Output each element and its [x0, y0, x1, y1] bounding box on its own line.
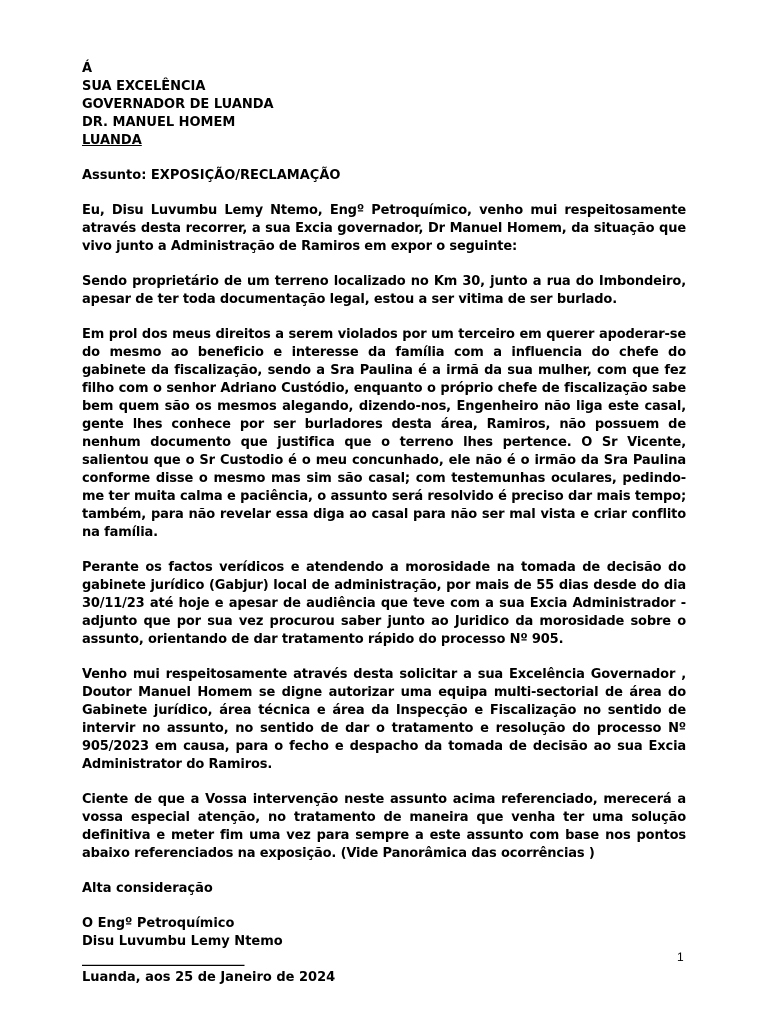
paragraph-6: Ciente de que a Vossa intervenção neste assunto acima referenciado, merecerá a vossa especial atenção, no tratamento de maneira que venha ter uma solução definitiva e meter fim uma vez para sempre a este assunto com base nos pontos abaixo referenciados na exposição. (Vide Panorâmica das ocorrências ): [82, 792, 686, 861]
signature-block: [82, 915, 686, 987]
signature-name: Disu Luvumbu Lemy Ntemo: [82, 934, 283, 949]
subject-line: Assunto: EXPOSIÇÃO/RECLAMAÇÃO: [82, 168, 341, 183]
paragraph-3: Em prol dos meus direitos a serem violados por um terceiro em querer apoderar-se do mesmo ao beneficio e interesse da família com a influencia do chefe do gabinete da fiscalização, sendo a Sra Paulina é a irmã da sua mulher, com que fez filho com o senhor Adriano Custódio, enquanto o próprio chefe de fiscalização sabe bem quem são os mesmos alegando, dizendo-nos, Engenheiro não liga este casal, gente lhes conhece por ser burladores desta área, Ramiros, não possuem de nenhum documento que justifica que o terreno lhes pertence. O Sr Vicente, salientou que o Sr Custodio é o meu concunhado, ele não é o irmão da Sra Paulina conforme disse o mesmo mas sim são casal; com testemunhas oculares, pedindo-me ter muita calma e paciência, o assunto será resolvido é preciso dar mais tempo; também, para não revelar essa diga ao casal para não ser mal vista e criar conflito na família.: [82, 327, 686, 540]
paragraph-2: Sendo proprietário de um terreno localizado no Km 30, junto a rua do Imbondeiro, apesar de ter toda documentação legal, estou a ser vitima de ser burlado.: [82, 274, 686, 307]
signature-line: _________________________: [82, 952, 245, 967]
address-line-3: GOVERNADOR DE LUANDA: [82, 97, 274, 112]
paragraph-5: Venho mui respeitosamente através desta solicitar a sua Excelência Governador , Doutor Manuel Homem se digne autorizar uma equipa multi-sectorial de área do Gabinete jurídico, área técnica e área da Inspecção e Fiscalização no sentido de intervir no assunto, no sentido de dar o tratamento e resolução do processo Nº 905/2023 em causa, para o fecho e despacho da tomada de decisão ao sua Excia Administrator do Ramiros.: [82, 667, 686, 772]
closing-salutation: Alta consideração: [82, 881, 213, 896]
paragraph-4: Perante os factos verídicos e atendendo a morosidade na tomada de decisão do gabinete jurídico (Gabjur) local de administração, por mais de 55 dias desde do dia 30/11/23 até hoje e apesar de audiência que teve com a sua Excia Administrador - adjunto que por sua vez procurou saber junto ao Juridico da morosidade sobre o assunto, orientando de dar tratamento rápido do processo Nº 905.: [82, 560, 686, 647]
address-line-2: SUA EXCELÊNCIA: [82, 79, 206, 94]
address-line-1: Á: [82, 61, 93, 76]
paragraph-1: Eu, Disu Luvumbu Lemy Ntemo, Engº Petroquímico, venho mui respeitosamente através desta recorrer, a sua Excia governador, Dr Manuel Homem, da situação que vivo junto a Administração de Ramiros em expor o seguinte:: [82, 203, 686, 254]
address-block: [82, 60, 686, 150]
page-number: 1: [677, 950, 684, 964]
signature-title: O Engº Petroquímico: [82, 916, 235, 931]
letter-body: [82, 60, 686, 987]
address-city: LUANDA: [82, 133, 142, 148]
address-line-4: DR. MANUEL HOMEM: [82, 115, 236, 130]
place-date: Luanda, aos 25 de Janeiro de 2024: [82, 970, 336, 985]
